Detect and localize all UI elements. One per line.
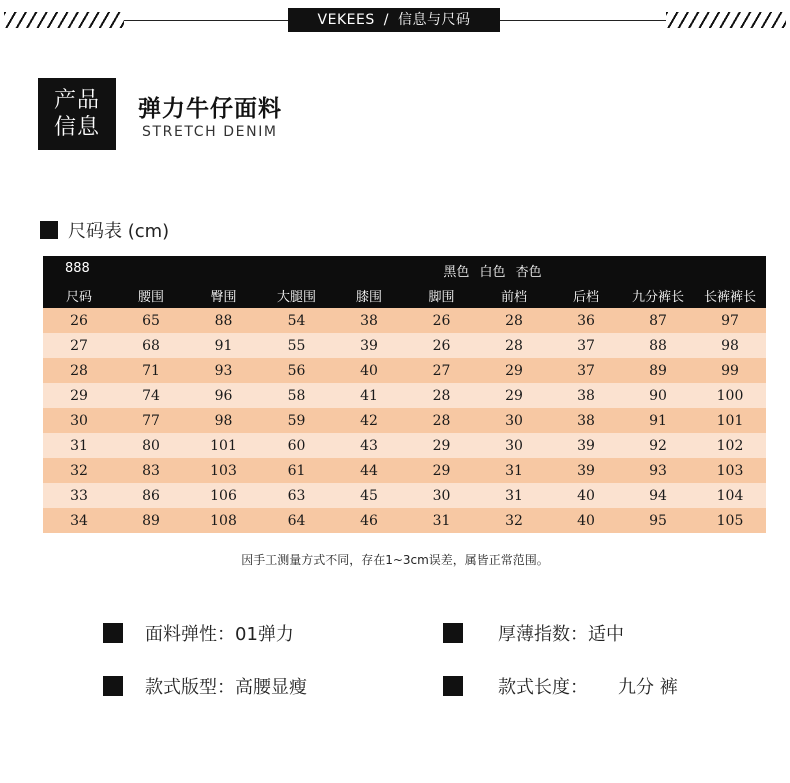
table-cell: 42 bbox=[360, 412, 378, 429]
table-cell: 31 bbox=[505, 487, 523, 504]
table-cell: 61 bbox=[287, 462, 306, 479]
table-cell: 40 bbox=[577, 487, 595, 504]
table-cell: 91 bbox=[214, 337, 233, 354]
table-cell: 33 bbox=[70, 487, 88, 504]
table-cell: 103 bbox=[210, 462, 237, 479]
table-cell: 46 bbox=[360, 512, 378, 529]
table-cell: 43 bbox=[360, 437, 378, 454]
table-cell: 37 bbox=[577, 362, 595, 379]
square-bullet-icon bbox=[103, 623, 123, 643]
table-cell: 26 bbox=[432, 337, 451, 354]
hatch-decoration-right bbox=[666, 12, 786, 28]
column-header: 膝围 bbox=[355, 289, 382, 305]
table-cell: 29 bbox=[70, 387, 88, 404]
top-banner bbox=[0, 8, 790, 32]
product-code: 888 bbox=[65, 261, 90, 276]
table-cell: 36 bbox=[577, 312, 595, 329]
table-row bbox=[43, 308, 766, 333]
attr-value: 适中 bbox=[588, 624, 624, 645]
square-bullet-icon bbox=[40, 221, 58, 239]
table-cell: 38 bbox=[577, 412, 595, 429]
table-cell: 26 bbox=[432, 312, 451, 329]
attr-value: 01弹力 bbox=[235, 624, 294, 645]
table-cell: 92 bbox=[649, 437, 667, 454]
table-cell: 39 bbox=[360, 337, 378, 354]
table-cell: 80 bbox=[142, 437, 160, 454]
attr-label: 面料弹性： bbox=[145, 624, 235, 645]
attr-label: 厚薄指数： bbox=[498, 624, 588, 645]
table-cell: 28 bbox=[432, 412, 451, 429]
table-cell: 105 bbox=[716, 512, 744, 529]
table-cell: 41 bbox=[360, 387, 378, 404]
column-header: 长裤裤长 bbox=[703, 289, 756, 305]
product-title: 弹力牛仔面料 bbox=[138, 96, 282, 122]
table-cell: 90 bbox=[649, 387, 667, 404]
table-row bbox=[43, 433, 766, 458]
table-cell: 40 bbox=[360, 362, 378, 379]
header-row-colors bbox=[43, 256, 766, 282]
table-cell: 89 bbox=[649, 362, 667, 379]
table-cell: 83 bbox=[142, 462, 160, 479]
table-cell: 94 bbox=[649, 487, 667, 504]
column-header: 腰围 bbox=[137, 289, 164, 305]
table-cell: 38 bbox=[360, 312, 378, 329]
table-cell: 101 bbox=[716, 412, 744, 429]
header-row-columns bbox=[43, 282, 766, 308]
column-header: 九分裤长 bbox=[631, 289, 684, 305]
table-row bbox=[43, 508, 766, 533]
table-cell: 96 bbox=[214, 387, 233, 404]
attr-thickness bbox=[443, 620, 624, 646]
attr-length bbox=[443, 673, 678, 699]
column-header: 尺码 bbox=[65, 289, 92, 305]
badge-line-1: 产品 bbox=[53, 88, 100, 113]
table-cell: 40 bbox=[577, 512, 595, 529]
table-cell: 58 bbox=[287, 387, 306, 404]
table-header bbox=[43, 256, 766, 308]
table-cell: 29 bbox=[505, 362, 523, 379]
table-cell: 31 bbox=[70, 437, 88, 454]
table-cell: 93 bbox=[649, 462, 667, 479]
table-cell: 89 bbox=[142, 512, 160, 529]
attr-elasticity bbox=[103, 620, 294, 646]
table-cell: 103 bbox=[716, 462, 744, 479]
table-cell: 104 bbox=[716, 487, 744, 504]
divider-left bbox=[124, 20, 288, 21]
table-cell: 71 bbox=[142, 362, 160, 379]
table-cell: 55 bbox=[287, 337, 306, 354]
column-header: 臀围 bbox=[210, 289, 237, 305]
table-cell: 27 bbox=[70, 337, 88, 354]
table-cell: 29 bbox=[432, 462, 451, 479]
table-cell: 106 bbox=[210, 487, 237, 504]
table-cell: 108 bbox=[210, 512, 237, 529]
square-bullet-icon bbox=[443, 623, 463, 643]
table-cell: 77 bbox=[142, 412, 160, 429]
table-cell: 100 bbox=[716, 387, 744, 404]
table-cell: 98 bbox=[214, 412, 233, 429]
table-cell: 37 bbox=[577, 337, 595, 354]
table-row bbox=[43, 483, 766, 508]
table-cell: 74 bbox=[142, 387, 160, 404]
table-cell: 54 bbox=[287, 312, 306, 329]
table-cell: 68 bbox=[142, 337, 160, 354]
table-row bbox=[43, 383, 766, 408]
table-cell: 101 bbox=[210, 437, 237, 454]
color-option: 黑色 bbox=[443, 265, 470, 280]
table-cell: 91 bbox=[649, 412, 667, 429]
table-cell: 34 bbox=[70, 512, 88, 529]
banner-tag bbox=[288, 8, 500, 32]
table-cell: 64 bbox=[287, 512, 306, 529]
size-chart-heading bbox=[40, 220, 169, 240]
table-cell: 65 bbox=[142, 312, 160, 329]
column-header: 大腿围 bbox=[276, 289, 316, 305]
table-cell: 38 bbox=[577, 387, 595, 404]
table-cell: 39 bbox=[577, 462, 595, 479]
table-cell: 32 bbox=[70, 462, 88, 479]
banner-separator: / bbox=[383, 12, 389, 28]
table-cell: 30 bbox=[505, 412, 523, 429]
table-row bbox=[43, 408, 766, 433]
attr-label: 款式版型： bbox=[145, 677, 235, 698]
color-options bbox=[43, 261, 766, 280]
banner-section: 信息与尺码 bbox=[397, 12, 471, 28]
table-row bbox=[43, 358, 766, 383]
attr-value: 高腰显瘦 bbox=[235, 677, 307, 698]
badge-line-2: 信息 bbox=[53, 115, 100, 140]
table-cell: 29 bbox=[505, 387, 523, 404]
measurement-note: 因手工测量方式不同，存在1~3cm误差，属皆正常范围。 bbox=[241, 553, 549, 567]
table-cell: 87 bbox=[649, 312, 667, 329]
size-table bbox=[43, 256, 766, 533]
table-cell: 30 bbox=[432, 487, 451, 504]
color-option: 白色 bbox=[479, 265, 506, 280]
table-cell: 98 bbox=[721, 337, 739, 354]
table-cell: 88 bbox=[214, 312, 233, 329]
table-cell: 28 bbox=[505, 337, 523, 354]
table-cell: 31 bbox=[432, 512, 451, 529]
color-option: 杏色 bbox=[515, 265, 542, 280]
table-cell: 44 bbox=[360, 462, 378, 479]
table-cell: 88 bbox=[649, 337, 667, 354]
attr-style bbox=[103, 673, 307, 699]
table-row bbox=[43, 333, 766, 358]
table-cell: 29 bbox=[432, 437, 451, 454]
table-cell: 56 bbox=[287, 362, 306, 379]
table-cell: 97 bbox=[721, 312, 739, 329]
table-cell: 28 bbox=[432, 387, 451, 404]
square-bullet-icon bbox=[103, 676, 123, 696]
attr-label: 款式长度： bbox=[498, 677, 588, 698]
table-cell: 31 bbox=[505, 462, 523, 479]
table-cell: 30 bbox=[505, 437, 523, 454]
table-cell: 60 bbox=[287, 437, 306, 454]
table-cell: 59 bbox=[287, 412, 306, 429]
table-cell: 28 bbox=[505, 312, 523, 329]
table-cell: 30 bbox=[70, 412, 88, 429]
size-chart-title: 尺码表 (cm) bbox=[68, 221, 170, 242]
hatch-decoration-left bbox=[4, 12, 124, 28]
product-info-badge bbox=[38, 78, 116, 150]
table-cell: 26 bbox=[70, 312, 88, 329]
square-bullet-icon bbox=[443, 676, 463, 696]
table-body bbox=[43, 308, 766, 533]
column-header: 前档 bbox=[500, 289, 527, 305]
column-header: 脚围 bbox=[428, 289, 455, 305]
table-cell: 39 bbox=[577, 437, 595, 454]
table-cell: 99 bbox=[721, 362, 739, 379]
table-cell: 27 bbox=[432, 362, 451, 379]
attr-value: 九分 裤 bbox=[618, 677, 678, 698]
table-cell: 93 bbox=[214, 362, 233, 379]
table-cell: 63 bbox=[287, 487, 306, 504]
column-header: 后档 bbox=[572, 289, 599, 305]
table-row bbox=[43, 458, 766, 483]
table-cell: 32 bbox=[505, 512, 523, 529]
table-cell: 28 bbox=[70, 362, 88, 379]
divider-right bbox=[500, 20, 666, 21]
table-cell: 95 bbox=[649, 512, 667, 529]
table-cell: 102 bbox=[716, 437, 744, 454]
table-cell: 45 bbox=[360, 487, 378, 504]
brand-name: VEKEES bbox=[317, 12, 375, 28]
product-subtitle: STRETCH DENIM bbox=[142, 124, 278, 140]
table-cell: 86 bbox=[142, 487, 160, 504]
